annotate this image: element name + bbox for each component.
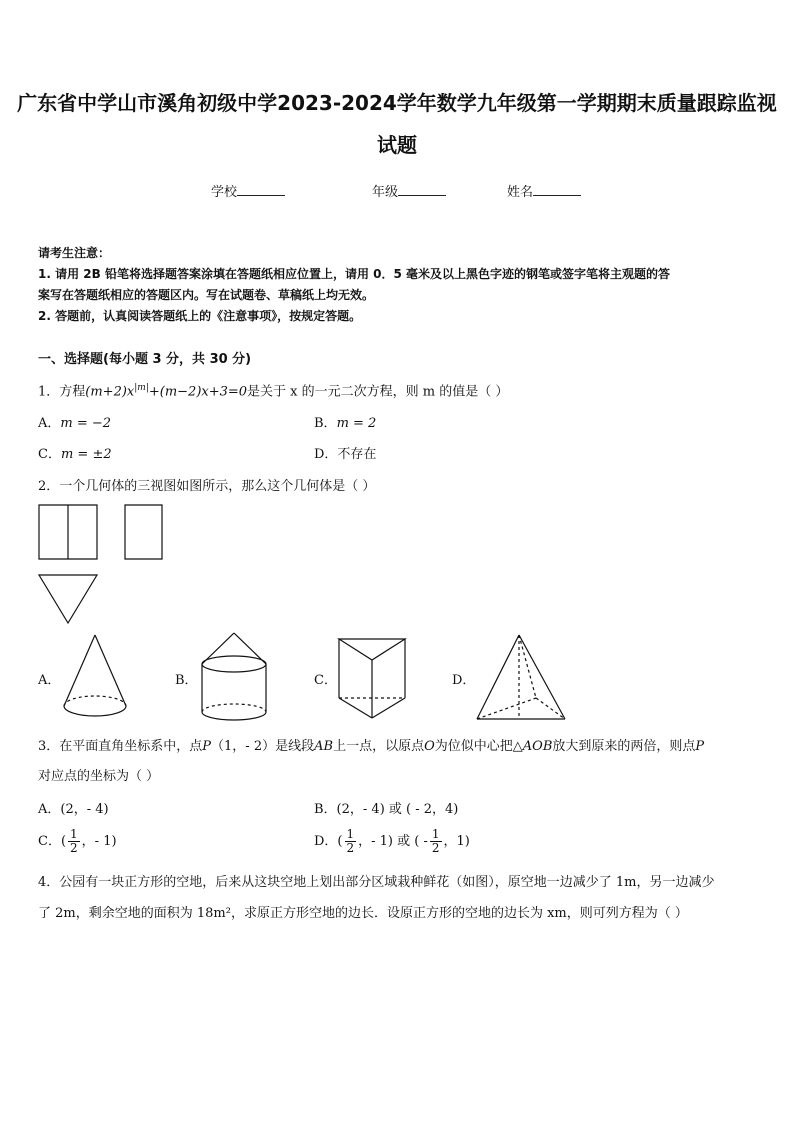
q3-text-e: 放大到原来的两倍，则点 xyxy=(552,739,696,754)
q3-c-frac-den: 2 xyxy=(70,841,78,855)
q3-point-p: P xyxy=(202,739,212,754)
question-1-stem xyxy=(38,378,508,402)
grade-blank xyxy=(398,181,446,196)
q3-d-pre: D．( xyxy=(314,834,343,849)
q1-eq-b: +(m−2)x+3=0 xyxy=(148,384,248,400)
side-view xyxy=(125,505,162,559)
question-3-line2: 对应点的坐标为（ ） xyxy=(38,769,160,784)
q1-num: 1．方程 xyxy=(38,384,86,400)
section-heading: 一、选择题(每小题 3 分，共 30 分) xyxy=(38,352,252,367)
q3-text-a: 3．在平面直角坐标系中，点 xyxy=(38,739,203,754)
q1-c-label: C． xyxy=(38,447,61,462)
name-label: 姓名 xyxy=(507,185,534,200)
name-field xyxy=(507,181,581,200)
q1-b-label: B． xyxy=(314,416,337,431)
question-4-line2: 了 2m，剩余空地的面积为 18m²，求原正方形空地的边长．设原正方形的空地的边长为 xm，则可列方程为（ ） xyxy=(38,906,688,921)
q3-text-c: 上一点，以原点 xyxy=(333,739,425,754)
q1-option-c xyxy=(38,445,112,465)
q3-text-b: 是线段 xyxy=(275,739,315,754)
q3-origin-o: O xyxy=(424,739,435,754)
q1-tail: 是关于 x 的一元二次方程，则 m 的值是（ ） xyxy=(247,384,509,400)
q1-option-b xyxy=(314,414,376,434)
q1-eq-a: (m+2)x xyxy=(85,384,135,400)
q3-c-post: ，- 1) xyxy=(81,834,117,849)
q3-d-mid: ，- 1) 或 ( - xyxy=(358,834,428,849)
q3-c-frac-num: 1 xyxy=(70,827,78,841)
question-2-stem: 2．一个几何体的三视图如图所示，那么这个几何体是（ ） xyxy=(38,479,376,494)
cone-figure xyxy=(60,632,132,722)
triangular-prism-figure xyxy=(336,634,410,722)
q1-exponent: |m| xyxy=(134,383,149,393)
q3-d-frac2-num: 1 xyxy=(431,827,440,841)
notice-block xyxy=(38,243,762,327)
q3-text-d: 为位似中心把 xyxy=(434,739,513,754)
front-view xyxy=(39,505,97,559)
q1-b-value: m = 2 xyxy=(336,416,377,431)
grade-field xyxy=(372,181,446,200)
notice-item-2: 2. 答题前，认真阅读答题纸上的《注意事项》，按规定答题。 xyxy=(38,309,362,323)
q3-d-fraction-2 xyxy=(430,828,442,855)
q3-option-a: A．(2，- 4) xyxy=(38,802,109,817)
q3-d-post: ，1) xyxy=(443,834,470,849)
q3-option-b: B．(2，- 4) 或 ( - 2，4) xyxy=(314,802,459,817)
school-blank xyxy=(237,181,285,196)
page-title: 广东省中学山市溪角初级中学2023-2024学年数学九年级第一学期期末质量跟踪监视 xyxy=(17,91,777,115)
school-field xyxy=(211,181,285,200)
top-view xyxy=(39,575,97,623)
notice-item-1b: 案写在答题纸相应的答题区内。写在试题卷、草稿纸上均无效。 xyxy=(38,288,375,302)
notice-item-1a: 1. 请用 2B 铅笔将选择题答案涂填在答题纸相应位置上，请用 0．5 毫米及以上黑色字迹的钢笔或签字笔将主观题的答 xyxy=(38,267,670,281)
q2-option-a-label: A． xyxy=(38,673,61,688)
question-4-line1: 4．公园有一块正方形的空地，后来从这块空地上划出部分区域栽种鲜花（如图），原空地一边减少了 1m，另一边减少 xyxy=(38,875,715,890)
q3-option-d xyxy=(314,828,470,855)
question-3-stem xyxy=(38,737,704,757)
q1-a-label: A． xyxy=(38,416,61,431)
q1-option-d: D．不存在 xyxy=(314,447,377,462)
q1-a-value: m = −2 xyxy=(60,416,112,431)
q3-coord: （1，- 2） xyxy=(211,739,276,754)
triangular-pyramid-figure xyxy=(474,632,568,724)
q3-d-fraction-1 xyxy=(345,828,357,855)
q2-option-c-label: C． xyxy=(314,673,337,688)
q3-d-frac1-den: 2 xyxy=(346,841,355,855)
page-title-line2: 试题 xyxy=(377,133,417,157)
q1-c-value: m = ±2 xyxy=(60,447,112,462)
q3-triangle: △AOB xyxy=(512,739,553,754)
school-label: 学校 xyxy=(211,185,238,200)
name-blank xyxy=(533,181,581,196)
three-views-figure xyxy=(36,502,168,628)
q3-c-pre: C．( xyxy=(38,834,67,849)
q3-segment-ab: AB xyxy=(314,739,334,754)
grade-label: 年级 xyxy=(372,185,399,200)
q3-c-fraction xyxy=(68,828,80,855)
q3-d-frac2-den: 2 xyxy=(431,841,440,855)
q3-point-p2: P xyxy=(695,739,705,754)
q3-option-c xyxy=(38,828,117,855)
q1-option-a xyxy=(38,414,111,434)
q2-option-b-label: B． xyxy=(175,673,198,688)
cylinder-cone-figure xyxy=(197,630,271,724)
notice-heading: 请考生注意： xyxy=(38,246,111,260)
q2-option-d-label: D． xyxy=(452,673,476,688)
q3-d-frac1-num: 1 xyxy=(346,827,355,841)
